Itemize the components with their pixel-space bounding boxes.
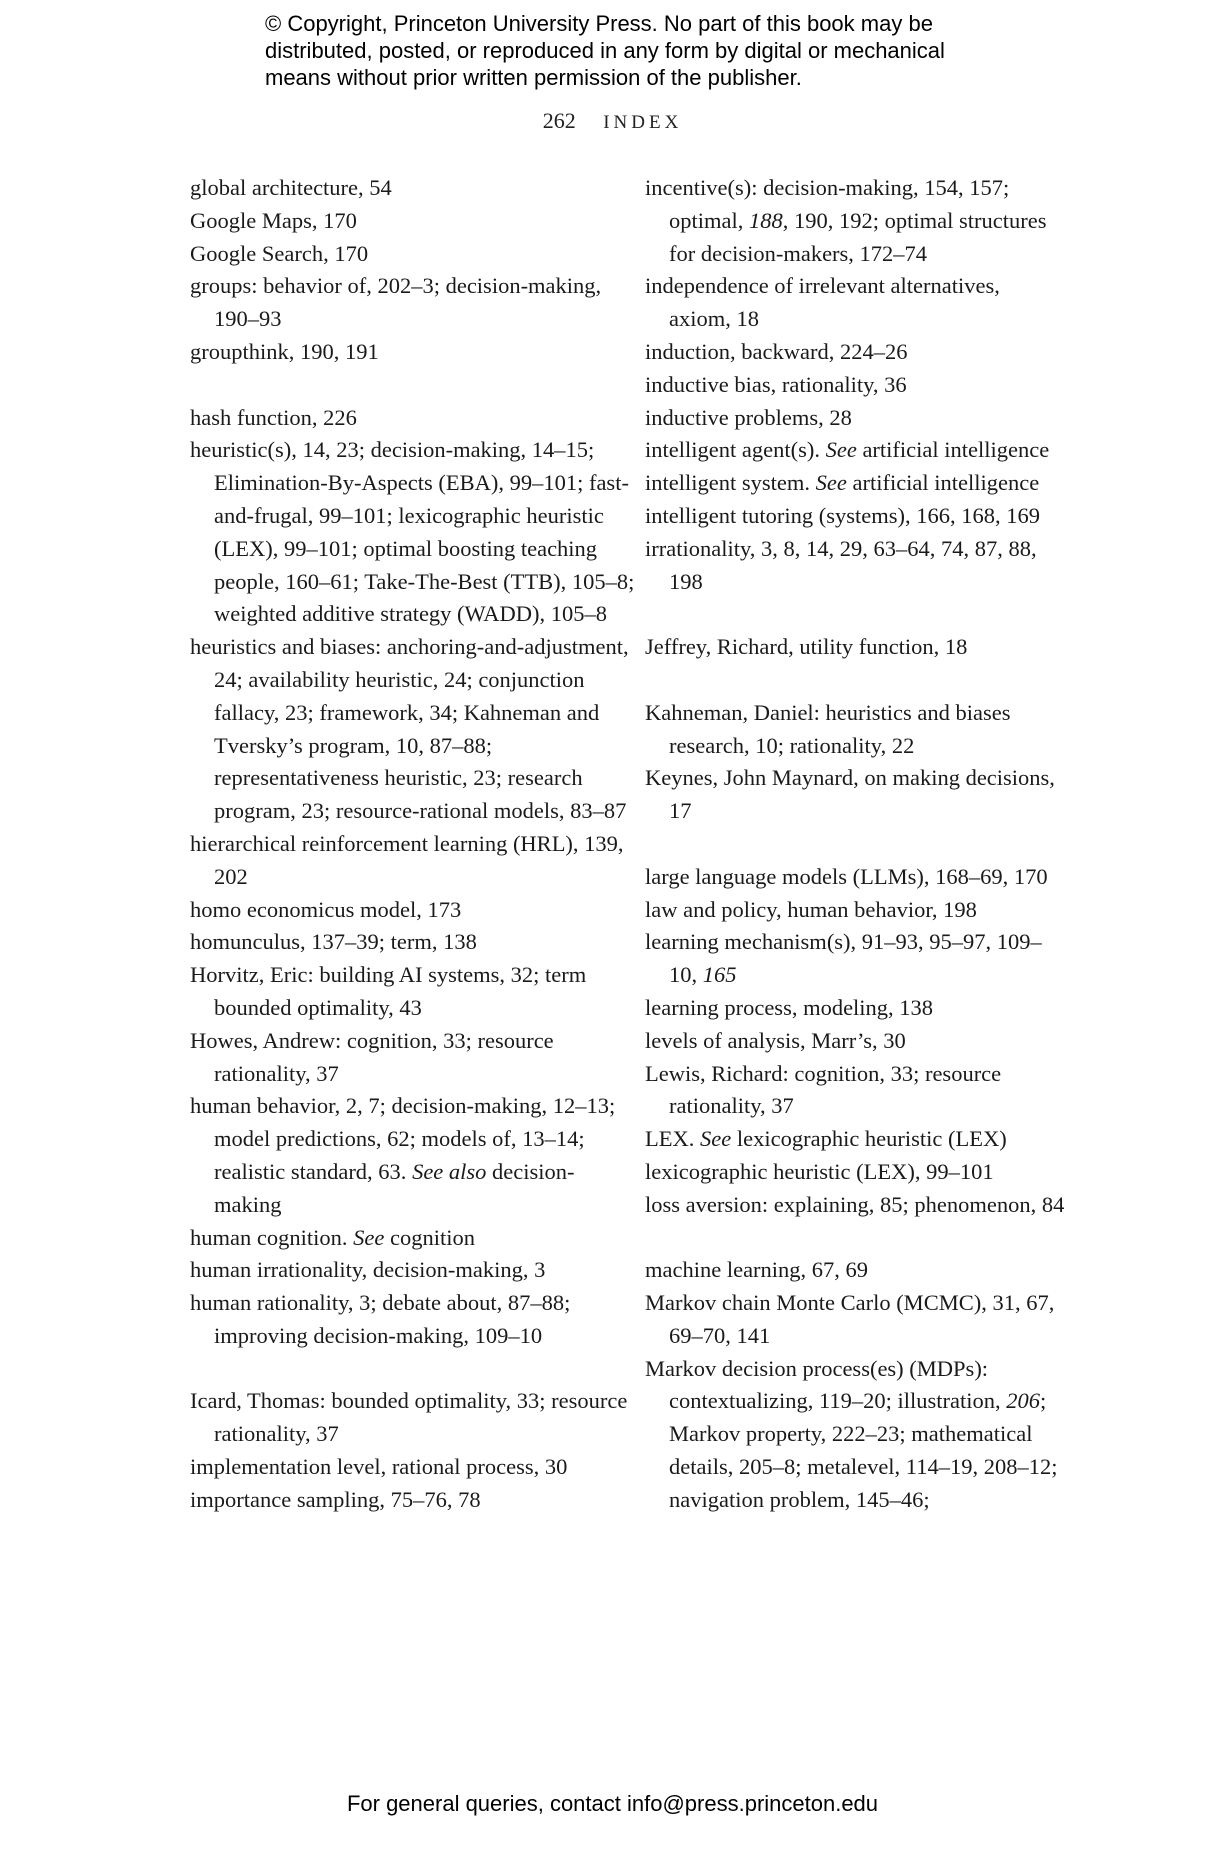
index-entry (190, 1287, 635, 1353)
index-entry (645, 1287, 1065, 1353)
index-entry-italic: See (815, 470, 847, 496)
index-entry (190, 1025, 635, 1091)
index-entry-text: hierarchical reinforcement learning (HRL), 139, 202 (190, 830, 624, 889)
index-entry-text: levels of analysis, Marr’s, 30 (645, 1027, 906, 1053)
index-entry (190, 926, 635, 959)
index-entry (645, 697, 1065, 763)
index-entry-text: hash function, 226 (190, 404, 357, 430)
index-entry-text: global architecture, 54 (190, 175, 392, 200)
index-entry-text: Lewis, Richard: cognition, 33; resource rationality, 37 (645, 1060, 1002, 1119)
page-number: 262 (542, 108, 576, 133)
footer-contact: For general queries, contact info@press.princeton.edu (346, 1791, 879, 1816)
index-entry-text: cognition (384, 1224, 475, 1250)
index-entry-text: heuristic(s), 14, 23; decision-making, 14–15; Elimination-By-Aspects (EBA), 99–101; fast-and-frugal, 99–101; lexicographic heuristic (LEX), 99–101; optimal boosting teaching people, 160–61; Take-The-Best (TTB), 105–8; weighted additive strategy (WADD), 105–8 (190, 437, 635, 627)
index-entry-text: Markov decision process(es) (MDPs): contextualizing, 119–20; illustration, (645, 1355, 1007, 1414)
index-entry-text: learning process, modeling, 138 (645, 994, 934, 1020)
index-entry-text: artificial intelligence (846, 470, 1040, 496)
letter-group-gap (645, 664, 1065, 697)
index-entry (190, 1222, 635, 1255)
letter-group-gap (645, 828, 1065, 861)
index-entry-text: Horvitz, Eric: building AI systems, 32; term bounded optimality, 43 (190, 962, 587, 1020)
index-entry-text: Keynes, John Maynard, on making decisions, 17 (645, 765, 1055, 824)
index-entry (645, 172, 1065, 270)
index-entry (645, 336, 1065, 369)
index-entry-text: decision-making (214, 1158, 575, 1217)
index-entry-text: groupthink, 190, 191 (190, 338, 379, 364)
index-entry (645, 631, 1065, 664)
index-entry-text: human rationality, 3; debate about, 87–88; improving decision-making, 109–10 (190, 1290, 571, 1348)
index-entry-text: Markov chain Monte Carlo (MCMC), 31, 67, 69–70, 141 (645, 1290, 1055, 1348)
index-entry (190, 894, 635, 927)
index-entry-text: Icard, Thomas: bounded optimality, 33; resource rationality, 37 (190, 1388, 628, 1447)
index-entry (645, 467, 1065, 500)
index-entry-text: Jeffrey, Richard, utility function, 18 (645, 634, 968, 660)
letter-group-gap (190, 1353, 635, 1386)
letter-group-gap (645, 1222, 1065, 1255)
index-entry-italic: See (353, 1224, 385, 1250)
copyright-notice (265, 10, 1025, 91)
index-column-left (190, 172, 635, 1517)
index-entry (190, 1254, 635, 1287)
index-entry (190, 1090, 635, 1221)
index-entry (645, 1189, 1065, 1222)
index-entry (190, 238, 635, 271)
index-entry (190, 1451, 635, 1484)
index-entry-text: human irrationality, decision-making, 3 (190, 1257, 546, 1283)
index-column-right (645, 172, 1065, 1517)
index-entry-text: homunculus, 137–39; term, 138 (190, 929, 477, 955)
index-entry-text: inductive problems, 28 (645, 404, 852, 430)
index-entry-text: law and policy, human behavior, 198 (645, 896, 977, 922)
index-entry (190, 270, 635, 336)
index-entry-text: incentive(s): decision-making, 154, 157; optimal, (645, 175, 1010, 233)
index-entry-text: LEX. (645, 1126, 700, 1152)
index-entry-text: large language models (LLMs), 168–69, 170 (645, 863, 1048, 889)
index-entry (645, 1156, 1065, 1189)
index-entry-text: intelligent system. (645, 470, 816, 496)
index-entry-text: lexicographic heuristic (LEX) (731, 1126, 1007, 1152)
copyright-line: distributed, posted, or reproduced in any form by digital or mechanical (265, 38, 945, 63)
index-entry-text: ; Markov property, 222–23; mathematical details, 205–8; metalevel, 114–19, 208–12; navigation problem, 145–46; (669, 1388, 1058, 1512)
index-entry-text: Howes, Andrew: cognition, 33; resource rationality, 37 (190, 1027, 554, 1086)
index-entry-text: irrationality, 3, 8, 14, 29, 63–64, 74, 87, 88, 198 (645, 535, 1037, 594)
index-entry (190, 434, 635, 631)
index-entry (645, 1025, 1065, 1058)
index-entry (190, 1385, 635, 1451)
index-entry (645, 402, 1065, 435)
index-entry (645, 992, 1065, 1025)
index-entry-text: Google Maps, 170 (190, 207, 357, 233)
index-entry-text: inductive bias, rationality, 36 (645, 371, 907, 397)
index-entry-text: intelligent tutoring (systems), 166, 168, 169 (645, 502, 1040, 528)
running-header (0, 108, 1225, 134)
index-entry (645, 1123, 1065, 1156)
index-entry-text: loss aversion: explaining, 85; phenomenon, 84 (645, 1191, 1065, 1217)
index-entry-text: Kahneman, Daniel: heuristics and biases research, 10; rationality, 22 (645, 699, 1011, 758)
index-entry-text: groups: behavior of, 202–3; decision-making, 190–93 (190, 273, 602, 332)
index-entry (645, 1058, 1065, 1124)
index-entry (645, 434, 1065, 467)
index-entry-text: importance sampling, 75–76, 78 (190, 1486, 481, 1512)
index-entry (190, 402, 635, 435)
letter-group-gap (645, 598, 1065, 631)
index-entry-text: implementation level, rational process, 30 (190, 1454, 568, 1480)
index-entry-italic: See (700, 1126, 732, 1152)
index-entry-italic: See also (412, 1158, 487, 1184)
index-entry-text: learning mechanism(s), 91–93, 95–97, 109–10, (645, 929, 1042, 988)
index-entry (190, 828, 635, 894)
index-entry-text: heuristics and biases: anchoring-and-adjustment, 24; availability heuristic, 24; conjunction fallacy, 23; framework, 34; Kahneman and Tversky’s program, 10, 87–88; representativeness heuristic, 23; research program, 23; resource-rational models, 83–87 (190, 634, 629, 824)
index-entry (645, 270, 1065, 336)
copyright-line: © Copyright, Princeton University Press. No part of this book may be (265, 11, 933, 36)
index-entry-text: artificial intelligence (856, 437, 1050, 463)
index-entry (645, 1353, 1065, 1517)
index-entry (645, 894, 1065, 927)
index-entry (190, 1484, 635, 1517)
index-entry (645, 926, 1065, 992)
index-entry (645, 500, 1065, 533)
index-entry (190, 172, 635, 205)
index-entry-italic: See (825, 437, 857, 463)
index-entry-italic: 165 (702, 962, 737, 988)
index-entry-text: Google Search, 170 (190, 240, 369, 266)
index-entry-text: machine learning, 67, 69 (645, 1257, 869, 1283)
index-entry (645, 369, 1065, 402)
index-entry-italic: 188 (749, 207, 783, 233)
index-entry (190, 336, 635, 369)
index-entry (190, 205, 635, 238)
copyright-line: means without prior written permission of the publisher. (265, 65, 802, 90)
index-entry-text: human cognition. (190, 1224, 354, 1250)
index-entry-text: induction, backward, 224–26 (645, 338, 908, 364)
index-entry (645, 762, 1065, 828)
index-entry-text: , 190, 192; optimal structures for decision-makers, 172–74 (669, 207, 1047, 266)
index-entry (190, 959, 635, 1025)
index-entry (645, 861, 1065, 894)
section-title: INDEX (603, 112, 683, 133)
index-entry (190, 631, 635, 828)
letter-group-gap (190, 369, 635, 402)
index-entry (645, 533, 1065, 599)
index-entry-text: homo economicus model, 173 (190, 896, 462, 922)
index-entry-text: lexicographic heuristic (LEX), 99–101 (645, 1158, 994, 1184)
index-entry-italic: 206 (1006, 1388, 1040, 1414)
index-entry-text: intelligent agent(s). (645, 437, 826, 463)
index-entry-text: independence of irrelevant alternatives, axiom, 18 (645, 273, 1000, 332)
index-entry-text: human behavior, 2, 7; decision-making, 12–13; model predictions, 62; models of, 13–14; realistic standard, 63. (190, 1093, 616, 1184)
index-entry (645, 1254, 1065, 1287)
